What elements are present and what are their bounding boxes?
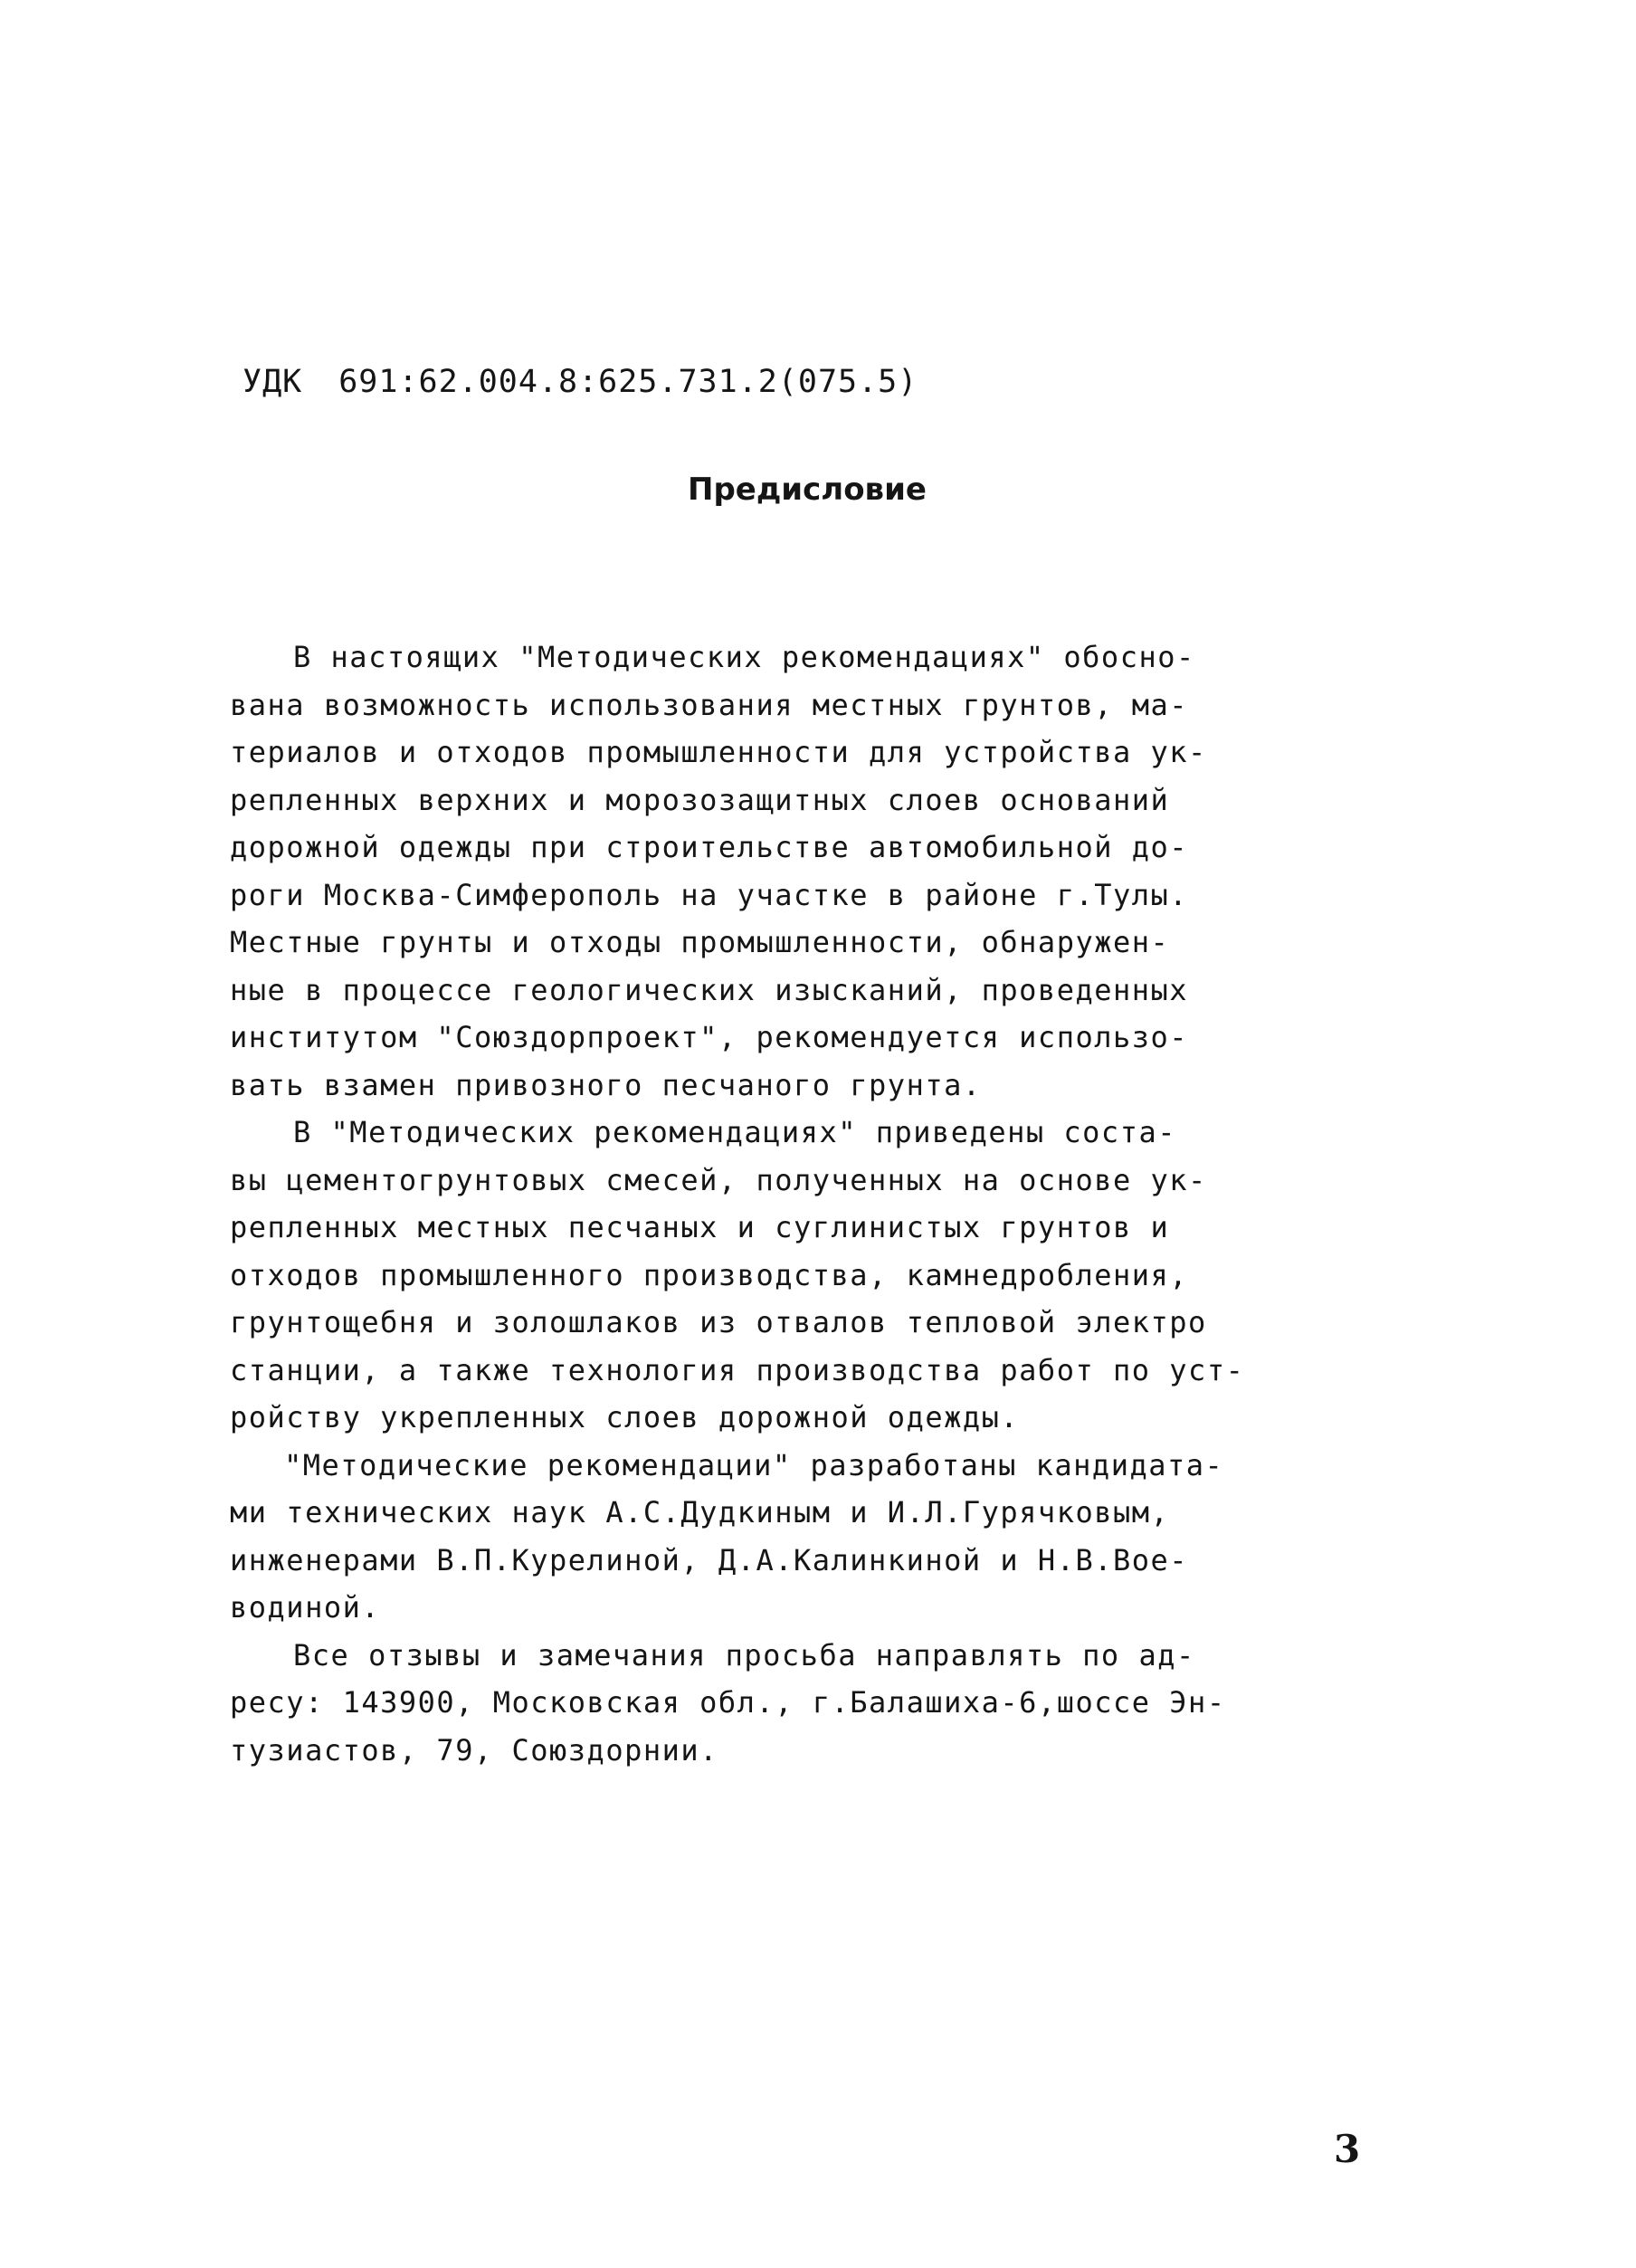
text-line: В настоящих "Методических рекомендациях" обосно- <box>293 640 1195 674</box>
preface-title: Предисловие <box>688 472 927 508</box>
text-line: В "Методических рекомендациях" приведены соста- <box>293 1115 1176 1149</box>
page-number: 3 <box>1334 2127 1361 2171</box>
text-line: вана возможность использования местных грунтов, ма- <box>230 687 1189 722</box>
text-line: териалов и отходов промышленности для устройства ук- <box>230 735 1207 769</box>
udk-code: 691:62.004.8:625.731.2(075.5) <box>338 364 918 400</box>
text-line: ройству укрепленных слоев дорожной одежды. <box>230 1400 1020 1434</box>
text-line: ми технических наук А.С.Дудкиным и И.Л.Гурячковым, <box>230 1495 1170 1529</box>
text-line: инженерами В.П.Курелиной, Д.А.Калинкиной и Н.В.Вое- <box>230 1542 1189 1577</box>
text-line: Местные грунты и отходы промышленности, обнаружен- <box>230 925 1170 959</box>
text-line: ресу: 143900, Московская обл., г.Балашиха-6,шоссе Эн- <box>230 1685 1226 1720</box>
text-line: репленных местных песчаных и суглинистых грунтов и <box>230 1210 1170 1244</box>
text-line: грунтощебня и золошлаков из отвалов тепловой электро <box>230 1305 1207 1339</box>
paragraph-contents <box>230 1109 1406 1442</box>
text-line: "Методические рекомендации" разработаны кандидата- <box>284 1447 1224 1482</box>
text-line: отходов промышленного производства, камнедробления, <box>230 1257 1189 1292</box>
text-line: тузиастов, 79, Союздорнии. <box>230 1732 718 1768</box>
text-line: вать взамен привозного песчаного грунта. <box>230 1067 982 1102</box>
text-line: репленных верхних и морозозащитных слоев оснований <box>230 782 1170 817</box>
preface-body <box>230 634 1406 1774</box>
udk-classification <box>243 364 918 400</box>
text-line: станции, а также технология производства работ по уст- <box>230 1352 1245 1387</box>
text-line: дорожной одежды при строительстве автомобильной до- <box>230 830 1189 864</box>
udk-label: УДК <box>243 364 303 400</box>
text-line: роги Москва-Симферополь на участке в районе г.Тулы. <box>230 877 1189 912</box>
text-line: институтом "Союздорпроект", рекомендуется использо- <box>230 1020 1189 1054</box>
text-line: вы цементогрунтовых смесей, полученных на основе ук- <box>230 1162 1207 1197</box>
paragraph-intro <box>230 634 1406 1109</box>
text-line: Все отзывы и замечания просьба направлять по ад- <box>293 1637 1195 1672</box>
paragraph-authors <box>230 1442 1406 1632</box>
text-line: водиной. <box>230 1590 381 1625</box>
paragraph-contact <box>230 1632 1406 1775</box>
text-line: ные в процессе геологических изысканий, проведенных <box>230 972 1189 1007</box>
